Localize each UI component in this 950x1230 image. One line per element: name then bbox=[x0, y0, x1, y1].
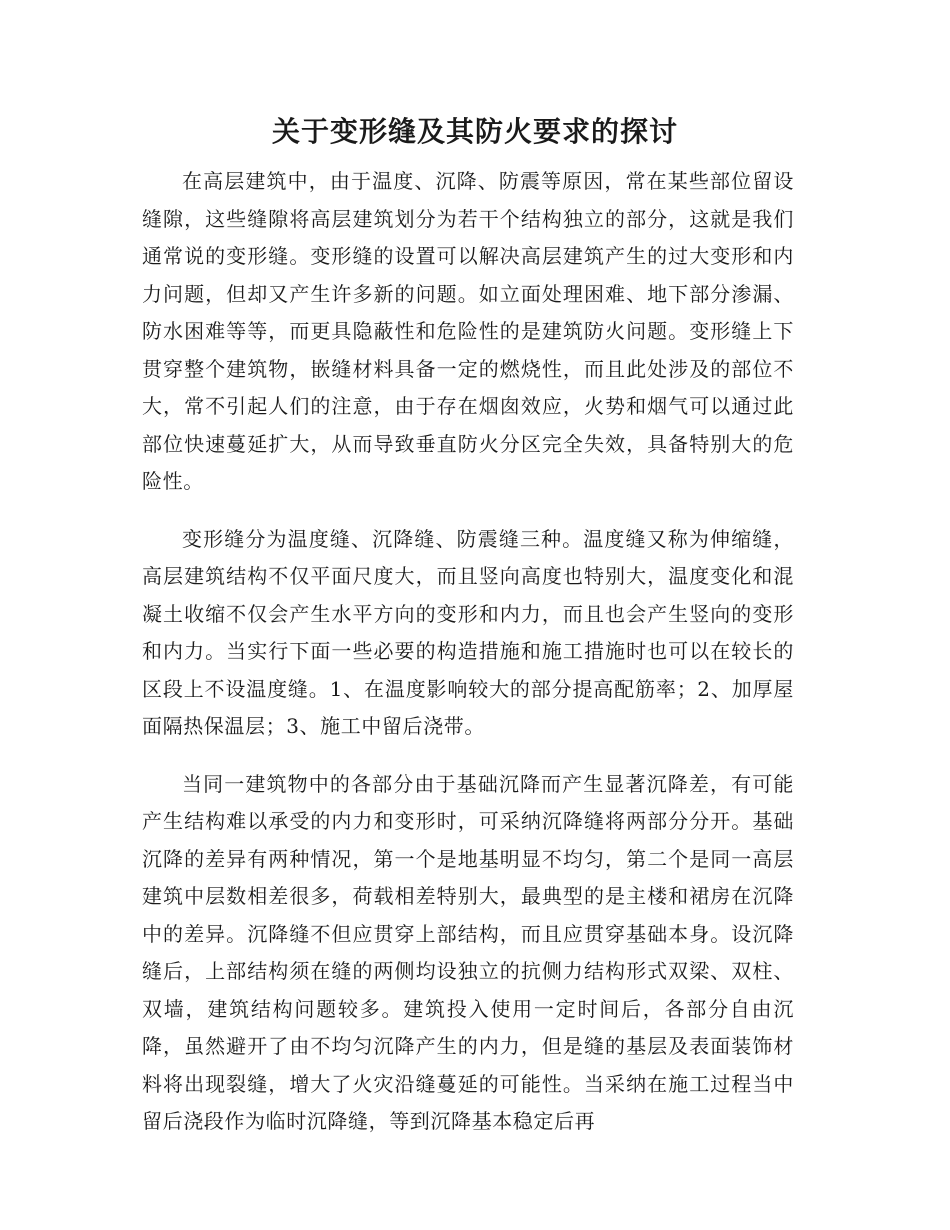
document-body bbox=[142, 163, 794, 1161]
paragraph-3: 当同一建筑物中的各部分由于基础沉降而产生显著沉降差，有可能产生结构难以承受的内力和变形时，可采纳沉降缝将两部分分开。基础沉降的差异有两种情况，第一个是地基明显不均匀，第二个是同一高层建筑中层数相差很多，荷载相差特别大，最典型的是主楼和裙房在沉降中的差异。沉降缝不但应贯穿上部结构，而且应贯穿基础本身。设沉降缝后，上部结构须在缝的两侧均设独立的抗侧力结构形式双梁、双柱、双墙，建筑结构问题较多。建筑投入使用一定时间后，各部分自由沉降，虽然避开了由不均匀沉降产生的内力，但是缝的基层及表面装饰材料将出现裂缝，增大了火灾沿缝蔓延的可能性。当采纳在施工过程当中留后浇段作为临时沉降缝，等到沉降基本稳定后再 bbox=[142, 771, 794, 1133]
document-title: 关于变形缝及其防火要求的探讨 bbox=[271, 115, 678, 148]
paragraph-2: 变形缝分为温度缝、沉降缝、防震缝三种。温度缝又称为伸缩缝，高层建筑结构不仅平面尺度大，而且竖向高度也特别大，温度变化和混凝土收缩不仅会产生水平方向的变形和内力，而且也会产生竖向的变形和内力。当实行下面一些必要的构造措施和施工措施时也可以在较长的区段上不设温度缝。1、在温度影响较大的部分提高配筋率；2、加厚屋面隔热保温层；3、施工中留后浇带。 bbox=[142, 526, 794, 738]
paragraph-1: 在高层建筑中，由于温度、沉降、防震等原因，常在某些部位留设缝隙，这些缝隙将高层建筑划分为若干个结构独立的部分，这就是我们通常说的变形缝。变形缝的设置可以解决高层建筑产生的过大变形和内力问题，但却又产生许多新的问题。如立面处理困难、地下部分渗漏、防水困难等等，而更具隐蔽性和危险性的是建筑防火问题。变形缝上下贯穿整个建筑物，嵌缝材料具备一定的燃烧性，而且此处涉及的部位不大，常不引起人们的注意，由于存在烟囱效应，火势和烟气可以通过此部位快速蔓延扩大，从而导致垂直防火分区完全失效，具备特别大的危险性。 bbox=[142, 169, 794, 493]
